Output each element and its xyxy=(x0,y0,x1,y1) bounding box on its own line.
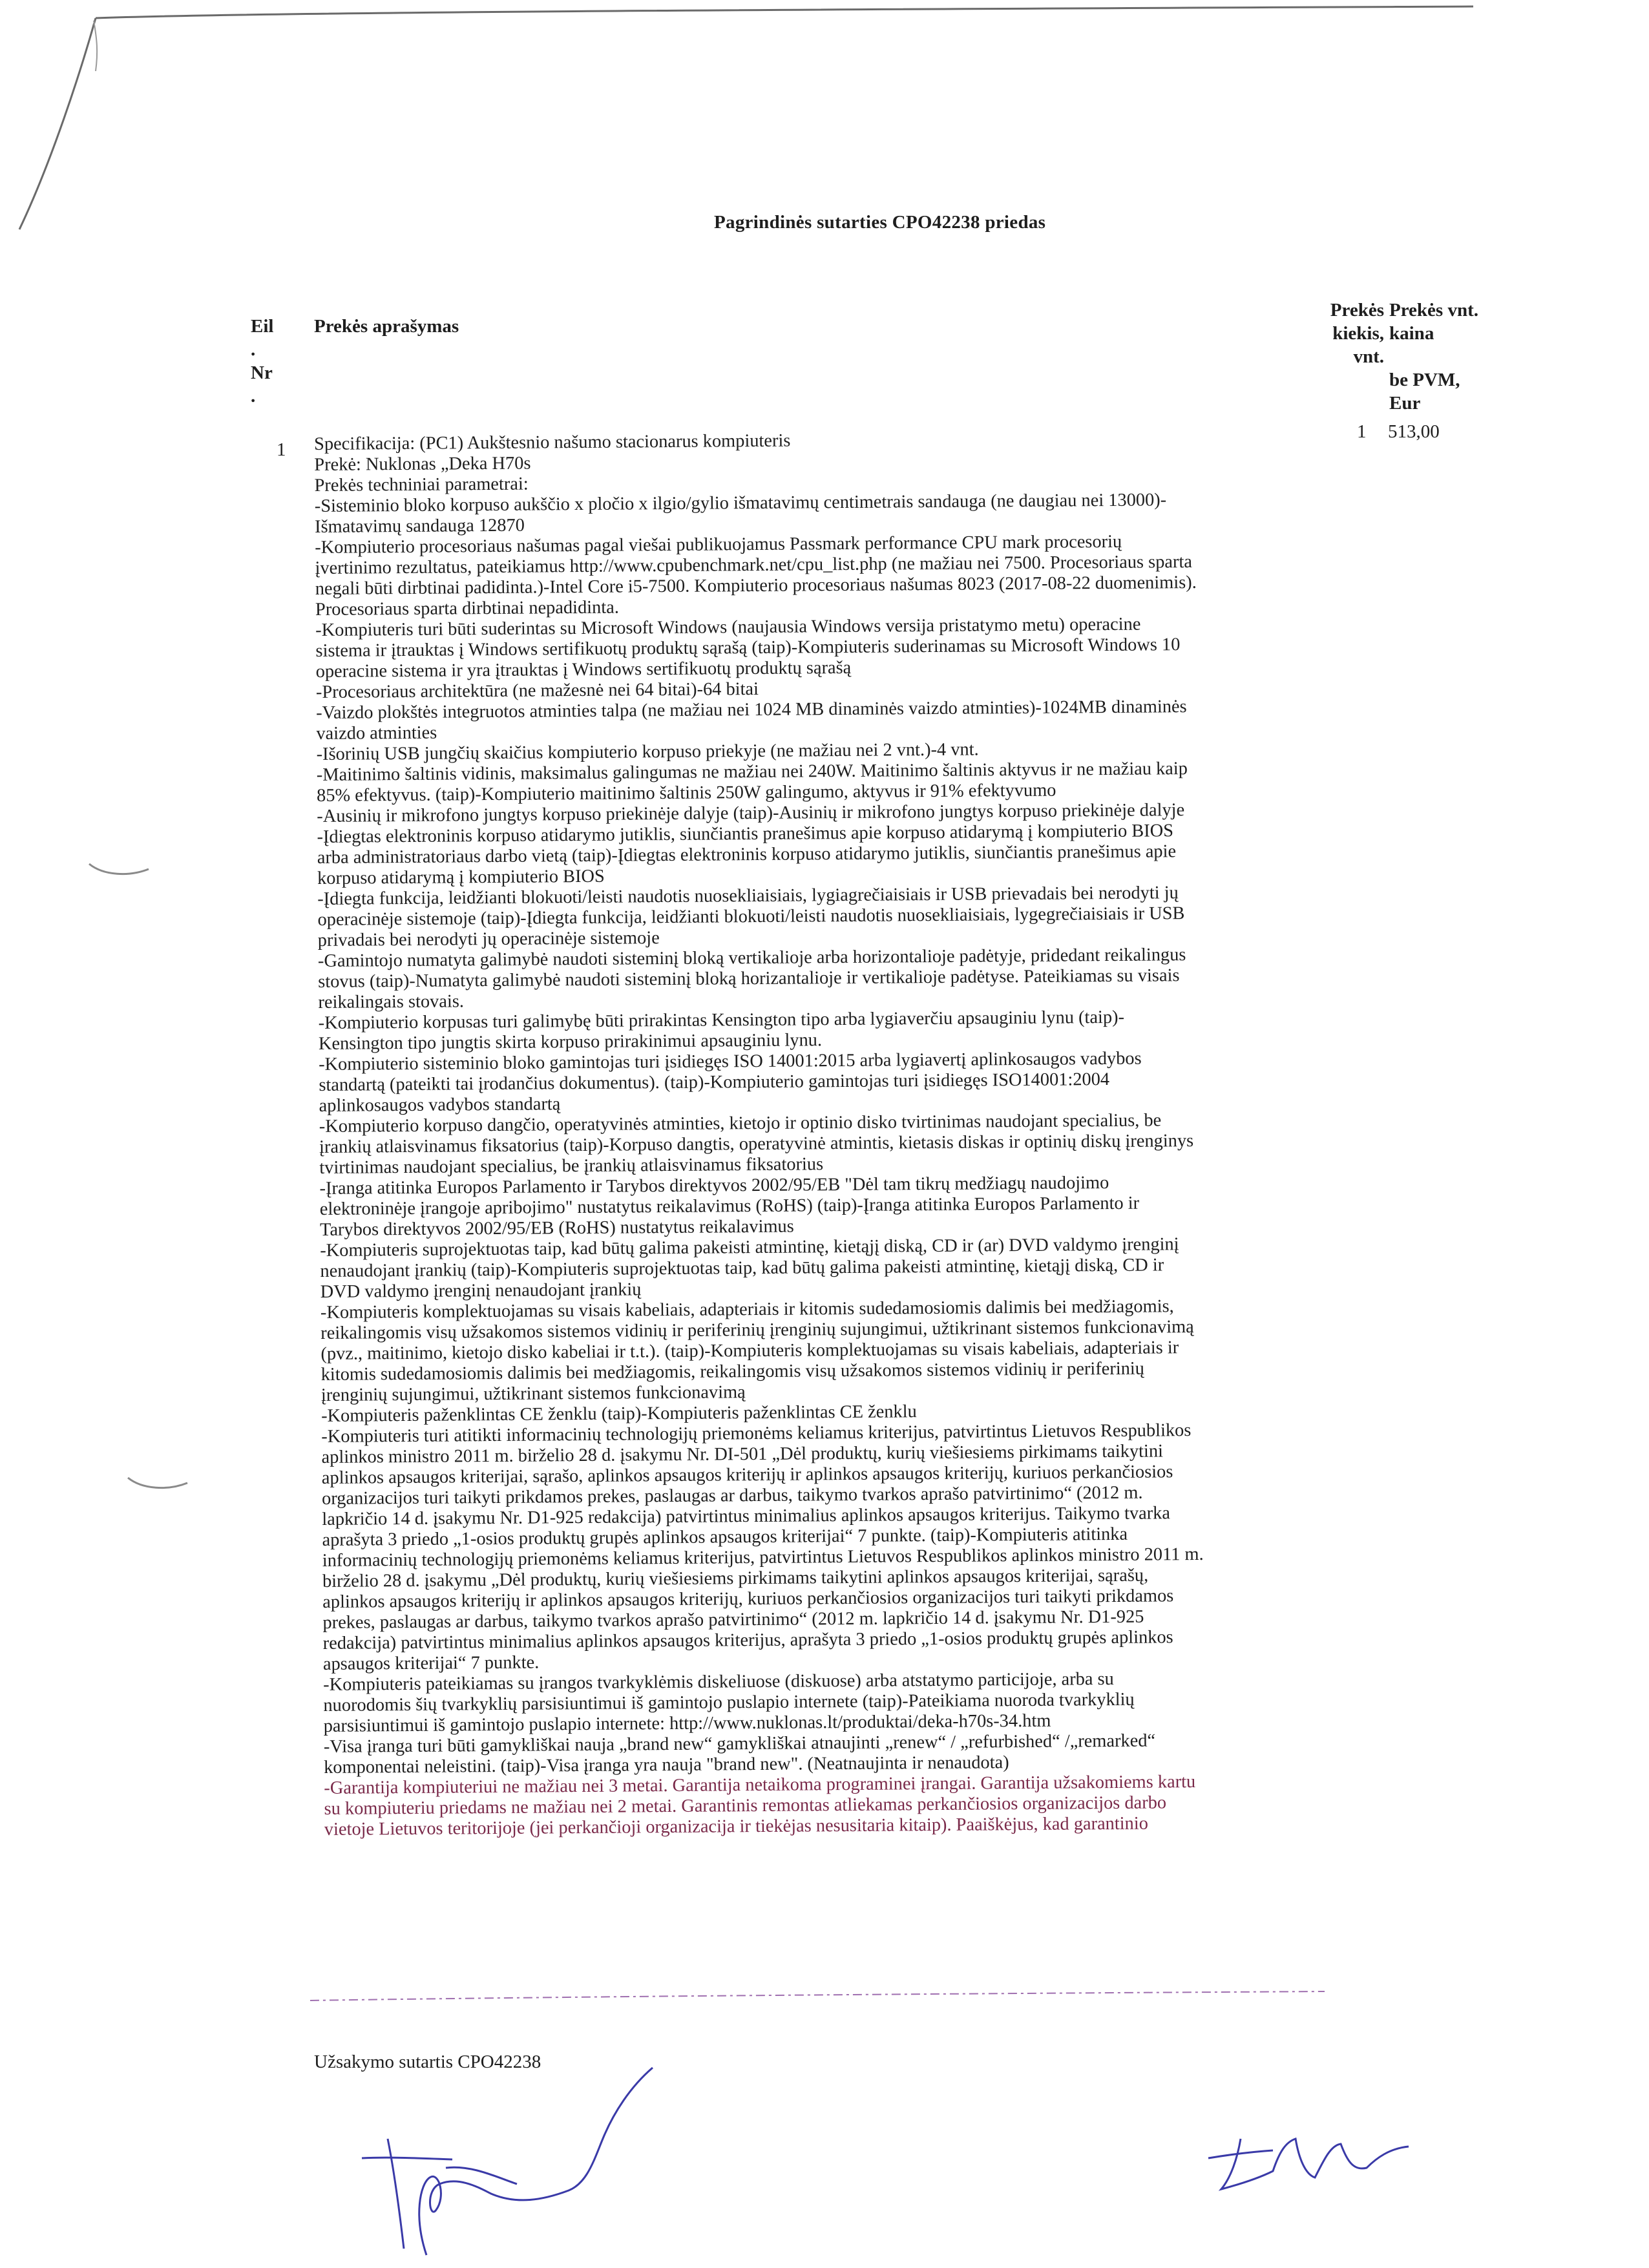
column-header-unit-price xyxy=(1389,299,1493,415)
description-line: tvirtinimas naudojant specialius, be įrankių atlaisvinamus fiksatorius xyxy=(319,1154,824,1178)
description-line: vietoje Lietuvos teritorijoje (jei perkančioji organizacija ir tiekėjas nesusitaria kitaip). Paaiškėjus, kad garantinio xyxy=(324,1813,1148,1840)
description-line: -Kompiuterio korpusas turi galimybę būti prirakintas Kensington tipo arba lygiaverčiu apsauginiu lynu (taip)- xyxy=(318,1007,1125,1033)
description-line: standartą (pateikti tai įrodančius dokumentus). (taip)-Kompiuterio gamintojas turi įsidiegęs ISO14001:2004 xyxy=(319,1069,1110,1095)
row-quantity: 1 xyxy=(1357,421,1367,442)
description-line: reikalingais stovais. xyxy=(318,991,465,1013)
description-line: -Kompiuteris paženklintas CE ženklu (taip)-Kompiuteris paženklintas CE ženklu xyxy=(321,1402,917,1426)
column-header-unit-price-line: kaina xyxy=(1389,323,1434,344)
description-line: -Maitinimo šaltinis vidinis, maksimalus galingumas ne mažiau nei 240W. Maitinimo šaltinis aktyvus ir ne mažiau kaip xyxy=(316,759,1188,785)
column-header-quantity-line: vnt. xyxy=(1353,346,1384,367)
description-line: -Įdiegta funkcija, leidžianti blokuoti/leisti naudotis nuosekliaisiais, lygiagrečiaisiais ir USB prievadais bei nerodyti jų xyxy=(317,883,1179,909)
column-header-unit-price-line: Prekės vnt. xyxy=(1389,300,1479,320)
description-line: kitomis sudedamosiomis dalimis bei medžiagomis, reikalingomis visų užsakomos sistemos vidinių ir periferinių xyxy=(320,1358,1145,1385)
description-line: -Ausinių ir mikrofono jungtys korpuso priekinėje dalyje (taip)-Ausinių ir mikrofono jungtys korpuso priekinėje dalyje xyxy=(317,800,1185,826)
description-line: -Išorinių USB jungčių skaičius kompiuterio korpuso priekyje (ne mažiau nei 2 vnt.)-4 vnt. xyxy=(316,739,979,764)
description-line: sistema ir įtrauktas į Windows sertifikuotų produktų sąrašą (taip)-Kompiuteris suderinamas su Microsoft Windows 10 xyxy=(315,635,1181,661)
description-line: aplinkos apsaugos kriterijų ir aplinkos apsaugos kriterijų, kuriuos perkančiosios organizacijos turi taikyti prikdamos xyxy=(322,1586,1174,1612)
column-header-number-line: . xyxy=(251,339,256,360)
description-line: elektroninėje įrangoje apribojimo" nustatytus reikalavimus (RoHS) (taip)-Įranga atitinka Europos Parlamento ir xyxy=(319,1193,1140,1219)
description-line: aplinkosaugos vadybos standartą xyxy=(319,1094,561,1116)
description-line: lapkričio 14 d. įsakymu Nr. D1-925 redakcija) patvirtintus minimalius aplinkos apsaugos kriterijus. Taikymo tvarka xyxy=(322,1503,1171,1529)
description-line: organizacijos turi taikyti prikdamos prekes, paslaugas ar darbus, taikymo tvarkos aprašo patvirtinimo“ (2012 m. xyxy=(321,1482,1143,1509)
description-line: prekes, paslaugas ar darbus, taikymo tvarkos aprašo patvirtinimo“ (2012 m. lapkričio 14 d. įsakymu Nr. D1-925 xyxy=(322,1606,1144,1633)
description-line: nuorodomis šių tvarkyklių parsisiuntimui iš gamintojo puslapio internete (taip)-Pateikiama nuoroda tvarkyklių xyxy=(323,1689,1135,1716)
column-header-number-line: Nr xyxy=(251,362,273,383)
order-contract-footer: Užsakymo sutartis CPO42238 xyxy=(314,2052,541,2072)
description-line: -Kompiuterio sisteminio bloko gamintojas turi įsidiegęs ISO 14001:2015 arba lygiavertį aplinkosaugos vadybos xyxy=(319,1048,1142,1075)
description-line: Procesoriaus sparta dirbtinai nepadidinta. xyxy=(315,597,619,620)
document-title: Pagrindinės sutarties CPO42238 priedas xyxy=(714,212,1046,233)
description-line: operacinėje sistemoje (taip)-Įdiegta funkcija, leidžianti blokuoti/leisti naudotis nuosekliaisiais, lygegrečiaisiais ir USB xyxy=(317,903,1185,930)
column-header-quantity-line: kiekis, xyxy=(1332,323,1384,344)
description-line: su kompiuteriu priedams ne mažiau nei 2 metai. Garantinis remontas atliekamas perkančiosios organizacijos darbo xyxy=(324,1792,1167,1819)
description-line: apsaugos kriterijai“ 7 punkte. xyxy=(322,1652,540,1674)
description-line: reikalingomis visų užsakomos sistemos vidinių ir periferinių įrenginių sujungimui, užtikrinant sistemos funkcionavimą xyxy=(320,1317,1194,1343)
description-line: įrenginių sujungimui, užtikrinant sistemos funkcionavimą xyxy=(320,1382,746,1405)
column-header-quantity-line: Prekės xyxy=(1330,300,1384,320)
description-line: birželio 28 d. įsakymu „Dėl produktų, kurių viešiesiems pirkimams taikytini aplinkos apsaugos kriterijai, sąrašų, xyxy=(322,1565,1149,1591)
row-number: 1 xyxy=(277,439,286,460)
description-line: stovus (taip)-Numatyta galimybė naudoti sisteminį bloką horizantalioje ir vertikalioje padėtyse. Pateikiamas su visais xyxy=(318,965,1180,992)
description-line: redakcija) patvirtintus minimalius aplinkos apsaugos kriterijus, aprašyta 3 priedo „1-osios produktų grupės aplinkos xyxy=(322,1627,1173,1654)
description-line: įvertinimo rezultatus, pateikiamus http://www.cpubenchmark.net/cpu_list.php (ne mažiau nei 7500. Procesoriaus sparta xyxy=(315,552,1193,578)
description-line: (pvz., maitinimo, kietojo disko kabeliai ir t.t.). (taip)-Kompiuteris komplektuojamas su visais kabeliais, adapteriais ir xyxy=(320,1338,1179,1364)
description-line: korpuso atidarymą į kompiuterio BIOS xyxy=(317,866,605,888)
row-unit-price: 513,00 xyxy=(1388,421,1440,442)
description-line: įrankių atlaisvinamus fiksatorius (taip)-Korpuso dangtis, operatyvinė atmintis, kietasis diskas ir optinių diskų įrenginys xyxy=(319,1131,1194,1157)
description-line: DVD valdymo įrenginį nenaudojant įrankių xyxy=(320,1279,642,1302)
description-line: negali būti dirbtinai padidinta.)-Intel Core i5-7500. Kompiuterio procesoriaus našumas 8023 (2017-08-22 duomenimis). xyxy=(315,572,1197,599)
description-line: privadais bei nerodyti jų operacinėje sistemoje xyxy=(317,928,660,950)
signature-right xyxy=(1202,2113,1422,2197)
punch-hole-mark xyxy=(84,850,155,895)
description-line: -Visa įranga turi būti gamykliškai nauja „brand new“ gamykliškai atnaujinti „renew“ / „refurbished“ /„remarked“ xyxy=(323,1730,1156,1757)
description-line: -Įranga atitinka Europos Parlamento ir Tarybos direktyvos 2002/95/EB "Dėl tam tikrų medžiagų naudojimo xyxy=(319,1173,1109,1199)
description-line: -Kompiuteris suprojektuotas taip, kad būtų galima pakeisti atmintinę, kietąjį diską, CD ir (ar) DVD valdymo įrenginį xyxy=(320,1234,1179,1261)
description-line: Tarybos direktyvos 2002/95/EB (RoHS) nustatytus reikalavimus xyxy=(319,1216,794,1240)
description-line: arba administratoriaus darbo vietą (taip)-Įdiegtas elektroninis korpuso atidarymo jutiklis, siunčiantis pranešimus apie xyxy=(317,841,1177,868)
description-line: aplinkos ministro 2011 m. birželio 28 d. įsakymu Nr. DI-501 „Dėl produktų, kurių viešiesiems pirkimams taikytini xyxy=(321,1441,1164,1467)
column-header-quantity xyxy=(1307,299,1384,368)
description-line: -Sisteminio bloko korpuso aukščio x pločio x ilgio/gylio išmatavimų centimetrais sandauga (ne daugiau nei 13000)- xyxy=(314,490,1167,516)
torn-bottom-edge xyxy=(310,1989,1325,2008)
description-line: -Kompiuteris komplektuojamas su visais kabeliais, adapteriais ir kitomis sudedamosiomis dalimis bei medžiagomis, xyxy=(320,1296,1174,1323)
description-line: -Kompiuteris turi atitikti informacinių technologijų priemonėms keliamus kriterijus, patvirtintus Lietuvos Respublikos xyxy=(321,1420,1192,1447)
description-line: -Vaizdo plokštės integruotos atminties talpa (ne mažiau nei 1024 MB dinaminės vaizdo atminties)-1024MB dinaminės xyxy=(316,697,1187,723)
description-line: vaizdo atminties xyxy=(316,722,437,744)
description-line: -Kompiuterio korpuso dangčio, operatyvinės atminties, kietojo ir optinio disko tvirtinimas naudojant specialius, be xyxy=(319,1110,1162,1137)
description-line: 85% efektyvus. (taip)-Kompiuterio maitinimo šaltinis 250W galingumo, aktyvus ir 91% efektyvumo xyxy=(316,780,1056,806)
description-line: -Gamintojo numatyta galimybė naudoti sisteminį bloką vertikalioje arba horizontalioje padėtyje, pridedant reikalingus xyxy=(317,945,1186,971)
description-line: Prekės techniniai parametrai: xyxy=(314,474,529,496)
column-header-number-line: . xyxy=(251,386,256,406)
description-line: aprašyta 3 priedo „1-osios produktų grupės aplinkos apsaugos kriterijai“ 7 punkte. (taip)-Kompiuteris atitinka xyxy=(322,1524,1128,1550)
description-line: -Kompiuteris pateikiamas su įrangos tvarkyklėmis diskeliuose (diskuose) arba atstatymo particijoje, arba su xyxy=(323,1668,1114,1695)
description-line: komponentai neleistini. (taip)-Visa įranga yra nauja "brand new". (Neatnaujinta ir nenaudota) xyxy=(324,1752,1009,1778)
column-header-number xyxy=(251,315,283,408)
description-line: -Kompiuteris turi būti suderintas su Microsoft Windows (naujausia Windows versija pristatymo metu) operacine xyxy=(315,614,1141,640)
description-line: -Kompiuterio procesoriaus našumas pagal viešai publikuojamus Passmark performance CPU mark procesorių xyxy=(315,531,1122,558)
description-line: informacinių technologijų priemonėms keliamus kriterijus, patvirtintus Lietuvos Respublikos aplinkos ministro 2011 m. xyxy=(322,1544,1204,1571)
description-line: nenaudojant įrankių (taip)-Kompiuteris suprojektuotas taip, kad būtų galima pakeisti atmintinę, kietąjį diską, CD ir xyxy=(320,1255,1164,1281)
punch-hole-mark xyxy=(123,1464,194,1509)
product-description xyxy=(314,427,1323,1840)
column-header-unit-price-line: Eur xyxy=(1389,393,1421,414)
description-line: Išmatavimų sandauga 12870 xyxy=(314,515,525,537)
description-line: -Procesoriaus architektūra (ne mažesnė nei 64 bitai)-64 bitai xyxy=(315,678,759,702)
column-header-description: Prekės aprašymas xyxy=(314,316,459,337)
column-header-number-line: Eil xyxy=(251,316,274,337)
description-line: Specifikacija: (PC1) Aukštesnio našumo stacionarus kompiuteris xyxy=(314,430,791,454)
signature-left xyxy=(349,2061,750,2268)
description-line: Prekė: Nuklonas „Deka H70s xyxy=(314,453,531,475)
description-line: aplinkos apsaugos kriterijai, sąrašo, aplinkos apsaugos kriterijų ir aplinkos apsaugos kriterijų, kuriuos perkančiosios xyxy=(321,1462,1173,1488)
description-line: parsisiuntimui iš gamintojo puslapio internete: http://www.nuklonas.lt/produktai/deka-h70s-34.htm xyxy=(323,1710,1051,1736)
column-header-unit-price-line: be PVM, xyxy=(1389,370,1460,390)
description-line: -Garantija kompiuteriui ne mažiau nei 3 metai. Garantija netaikoma programinei įrangai. Garantija užsakomiems kartu xyxy=(324,1772,1196,1798)
column-header-unit-price-line xyxy=(1389,345,1493,368)
description-line: -Įdiegtas elektroninis korpuso atidarymo jutiklis, siunčiantis pranešimus apie korpuso atidarymą į kompiuterio BIOS xyxy=(317,821,1174,847)
description-line: operacine sistema ir yra įtrauktas į Windows sertifikuotų produktų sąrašą xyxy=(315,657,852,682)
description-line: Kensington tipo jungtis skirta korpuso prirakinimui apsauginiu lynu. xyxy=(318,1030,823,1054)
